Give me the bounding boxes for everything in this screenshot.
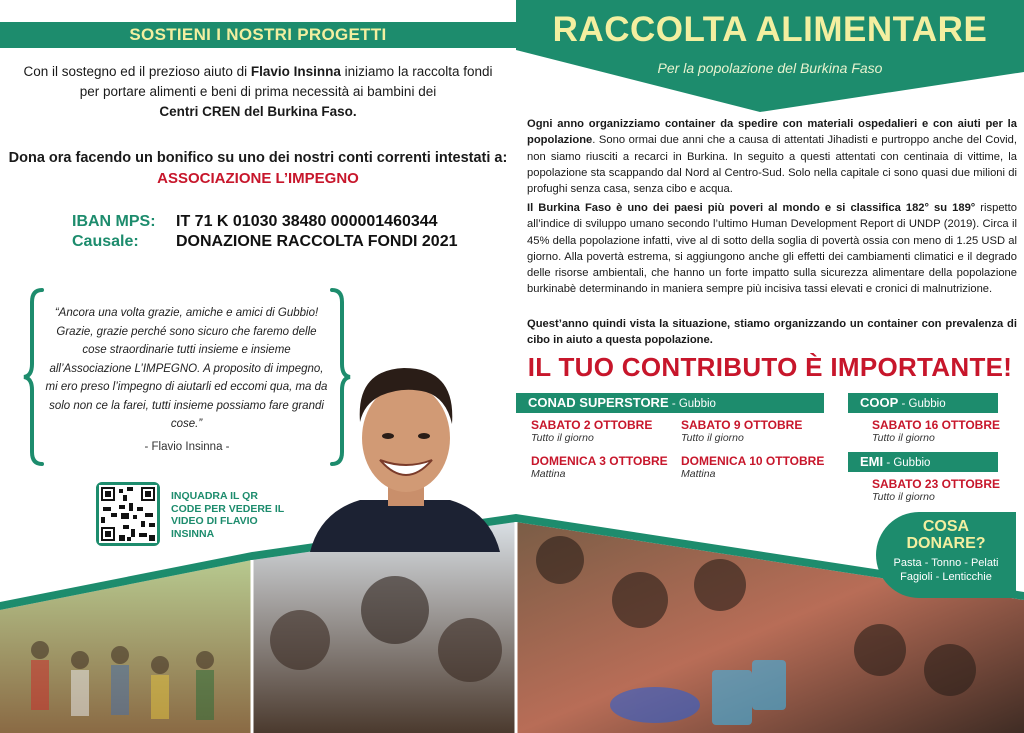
what-to-donate-items bbox=[876, 556, 1016, 584]
store-name-emi: EMI bbox=[860, 454, 884, 469]
store-name-coop: COOP bbox=[860, 395, 899, 410]
what-to-donate-title bbox=[876, 518, 1016, 552]
intro-name: Flavio Insinna bbox=[250, 64, 341, 79]
right-title: RACCOLTA ALIMENTARE bbox=[552, 10, 988, 49]
store-name-conad: CONAD SUPERSTORE bbox=[528, 395, 669, 410]
conad-date-2 bbox=[681, 418, 802, 444]
time-label: Tutto il giorno bbox=[872, 491, 935, 503]
causale-label: Causale: bbox=[72, 233, 139, 250]
donate-items-line-2: Fagioli - Lenticchie bbox=[900, 571, 992, 583]
date-label: SABATO 2 OTTOBRE bbox=[531, 418, 653, 432]
conad-date-4 bbox=[681, 454, 824, 480]
conad-date-1 bbox=[531, 418, 652, 444]
left-banner-title: SOSTIENI I NOSTRI PROGETTI bbox=[0, 22, 516, 48]
time-label: Mattina bbox=[531, 468, 566, 480]
iban-value: IT 71 K 01030 38480 000001460344 bbox=[176, 213, 438, 230]
qr-code[interactable] bbox=[96, 482, 160, 546]
store-city-coop: - Gubbio bbox=[898, 398, 946, 410]
date-label: SABATO 9 OTTOBRE bbox=[681, 418, 803, 432]
quote-text: “Ancora una volta grazie, amiche e amici di Gubbio! Grazie, grazie perché sono sicuro che faremo delle cose straordinarie tutti insieme e insieme all’Associazione L’IMPEGNO. A proposito di impegno, mi ero preso l’impegno di aiutarli ed eccomi qua, ma da solo non ce la farei, tutti insieme possiamo fare grandi cose.” bbox=[45, 307, 328, 430]
store-bar-emi bbox=[848, 452, 998, 472]
time-label: Mattina bbox=[681, 468, 716, 480]
date-label: SABATO 16 OTTOBRE bbox=[872, 418, 1001, 432]
intro-text bbox=[14, 62, 502, 122]
right-subtitle: Per la popolazione del Burkina Faso bbox=[657, 60, 883, 76]
intro-part-1: Con il sostegno ed il prezioso aiuto di bbox=[23, 64, 251, 79]
emi-date bbox=[872, 477, 1000, 503]
p3-bold: Quest’anno quindi vista la situazione, stiamo organizzando un container con prevalenza di cibo in aiuto a questa popolazione. bbox=[527, 318, 1017, 347]
flavio-insinna-portrait bbox=[300, 352, 510, 552]
donate-instruction: Dona ora facendo un bonifico su uno dei nostri conti correnti intestati a: bbox=[8, 150, 508, 166]
intro-cren: Centri CREN del Burkina Faso. bbox=[159, 104, 357, 119]
time-label: Tutto il giorno bbox=[872, 432, 935, 444]
iban-label: IBAN MPS: bbox=[72, 213, 156, 230]
time-label: Tutto il giorno bbox=[681, 432, 744, 444]
contribution-headline: IL TUO CONTRIBUTO È IMPORTANTE! bbox=[527, 352, 1013, 382]
association-name: ASSOCIAZIONE L’IMPEGNO bbox=[157, 170, 359, 187]
p1-bold: Ogni anno organizziamo container da spedire con materiali ospedalieri e con aiuti per la popolazione bbox=[527, 118, 1017, 147]
store-bar-conad bbox=[516, 393, 824, 413]
paragraph-2 bbox=[527, 200, 1017, 298]
p1-rest: . Sono ormai due anni che a causa di attentati Jihadisti e purtroppo anche del Covid, non siamo riusciti a recarci in Burkina. In seguito a questi attentati con centinaia di vittime, la popolazione sta scappando dal Nord al Centro-Sud. Solo nella capitale ci sono quasi due milioni di profughi senza casa, senza cibo e acqua. bbox=[527, 134, 1017, 196]
conad-date-3 bbox=[531, 454, 668, 480]
store-city-conad: - Gubbio bbox=[668, 398, 716, 410]
date-label: DOMENICA 10 OTTOBRE bbox=[681, 454, 825, 468]
date-label: SABATO 23 OTTOBRE bbox=[872, 477, 1001, 491]
store-city-emi: - Gubbio bbox=[883, 457, 931, 469]
donate-items-line-1: Pasta - Tonno - Pelati bbox=[893, 557, 999, 569]
coop-date bbox=[872, 418, 1000, 444]
paragraph-1 bbox=[527, 116, 1017, 197]
intro-part-2: iniziamo la raccolta fondi per portare alimenti e beni di prima necessità ai bambini dei bbox=[79, 64, 493, 99]
store-bar-coop bbox=[848, 393, 998, 413]
qr-code-icon bbox=[99, 485, 157, 543]
date-label: DOMENICA 3 OTTOBRE bbox=[531, 454, 668, 468]
what-to-donate-title-2: DONARE? bbox=[906, 535, 986, 552]
paragraph-3 bbox=[527, 316, 1017, 349]
quote-author: - Flavio Insinna - bbox=[144, 441, 230, 453]
time-label: Tutto il giorno bbox=[531, 432, 594, 444]
p2-rest: rispetto all’indice di sviluppo umano secondo l’ultimo Human Development Report di UNDP (2019). Circa il 45% della popolazione infatti, vive al di sotto della soglia di povertà ossia con meno di 1.25 USD al giorno. Alla povertà estrema, si aggiungono anche gli effetti dei cambiamenti climatici e il degrado delle risorse ambientali, che hanno un forte impatto sulla sicurezza alimentare della popolazione burkinabè determinando in maniera sempre più incisiva tassi elevati e cronici di malnutrizione. bbox=[527, 202, 1017, 296]
what-to-donate-badge bbox=[876, 512, 1016, 598]
p2-bold: Il Burkina Faso è uno dei paesi più poveri al mondo e si classifica 182° su 189° bbox=[527, 202, 976, 214]
causale-value: DONAZIONE RACCOLTA FONDI 2021 bbox=[176, 233, 458, 250]
qr-caption: INQUADRA IL QR CODE PER VEDERE IL VIDEO DI FLAVIO INSINNA bbox=[171, 490, 284, 540]
what-to-donate-title-1: COSA bbox=[922, 518, 970, 535]
